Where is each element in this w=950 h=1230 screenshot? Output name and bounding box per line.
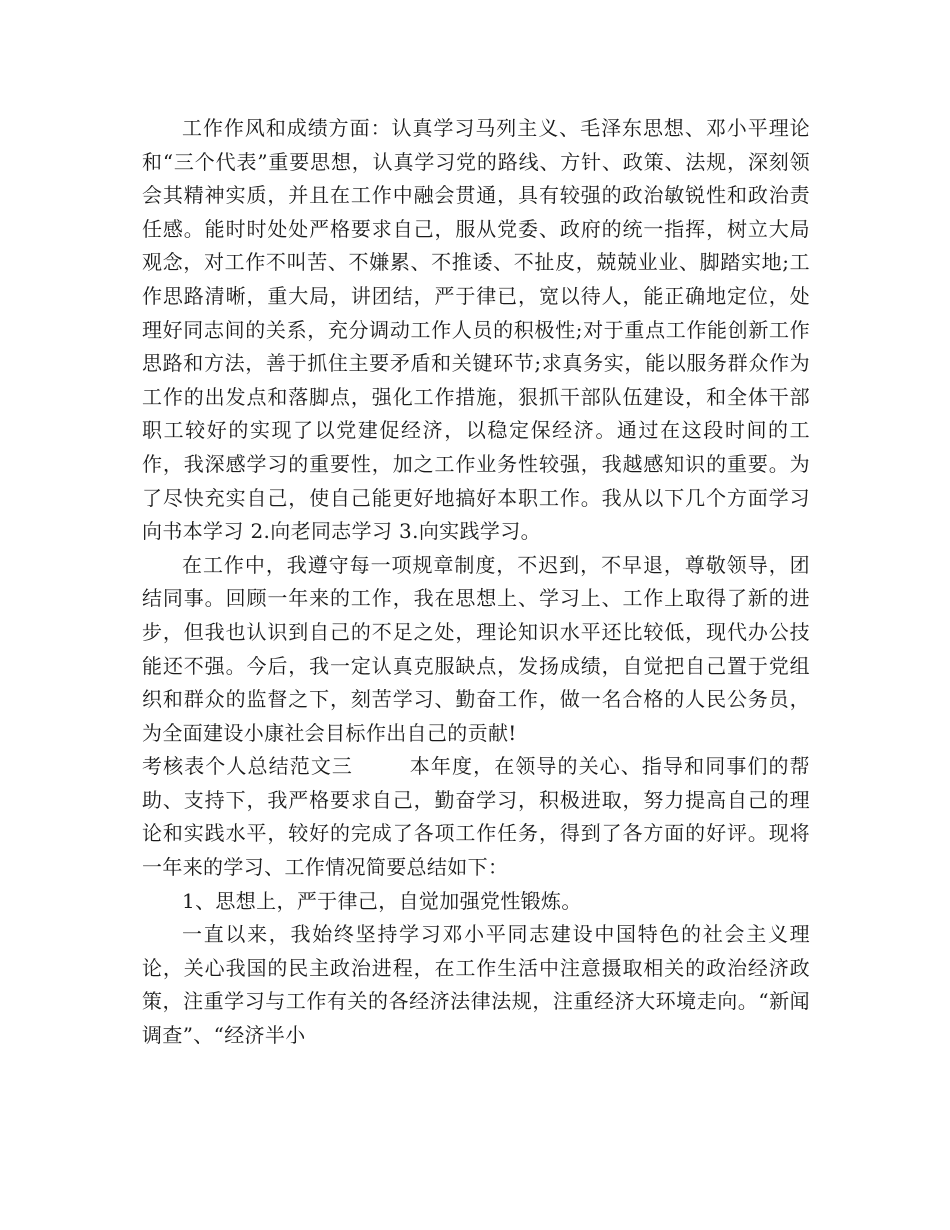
paragraph-review: 在工作中，我遵守每一项规章制度，不迟到，不早退，尊敬领导，团结同事。回顾一年来的工作，我在思想上、学习上、工作上取得了新的进步，但我也认识到自己的不足之处，理论知识水平还比较低，现代办公技能还不强。今后，我一定认真克服缺点，发扬成绩，自觉把自己置于党组织和群众的监督之下，刻苦学习、勤奋工作，做一名合格的人民公务员，为全面建设小康社会目标作出自己的贡献! xyxy=(142,552,810,745)
document-body xyxy=(142,112,810,1053)
section-block xyxy=(142,750,810,884)
section-intro: 本年度，在领导的关心、指导和同事们的帮助、支持下，我严格要求自己，勤奋学习，积极进取，努力提高自己的理论和实践水平，较好的完成了各项工作任务，得到了各方面的好评。现将一年来的学习、工作情况简要总结如下： xyxy=(142,754,811,880)
section-title: 考核表个人总结范文三 xyxy=(142,754,354,779)
paragraph-theory-study: 一直以来，我始终坚持学习邓小平同志建设中国特色的社会主义理论，关心我国的民主政治进程，在工作生活中注意摄取相关的政治经济政策，注重学习与工作有关的各经济法律法规，注重经济大环境走向。“新闻调查”、“经济半小 xyxy=(142,922,810,1048)
item-heading: 1、思想上，严于律己，自觉加强党性锻炼。 xyxy=(182,888,582,913)
paragraph-work-style: 工作作风和成绩方面：认真学习马列主义、毛泽东思想、邓小平理论和“三个代表”重要思想，认真学习党的路线、方针、政策、法规，深刻领会其精神实质，并且在工作中融会贯通，具有较强的政治敏锐性和政治责任感。能时时处处严格要求自己，服从党委、政府的统一指挥，树立大局观念，对工作不叫苦、不嫌累、不推诿、不扯皮，兢兢业业、脚踏实地;工作思路清晰，重大局，讲团结，严于律已，宽以待人，能正确地定位，处理好同志间的关系，充分调动工作人员的积极性;对于重点工作能创新工作思路和方法，善于抓住主要矛盾和关键环节;求真务实，能以服务群众作为工作的出发点和落脚点，强化工作措施，狠抓干部队伍建设，和全体干部职工较好的实现了以党建促经济，以稳定保经济。通过在这段时间的工作，我深感学习的重要性，加之工作业务性较强，我越感知识的重要。为了尽快充实自己，使自己能更好地搞好本职工作。我从以下几个方面学习向书本学习 2.向老同志学习 3.向实践学习。 xyxy=(142,116,810,544)
